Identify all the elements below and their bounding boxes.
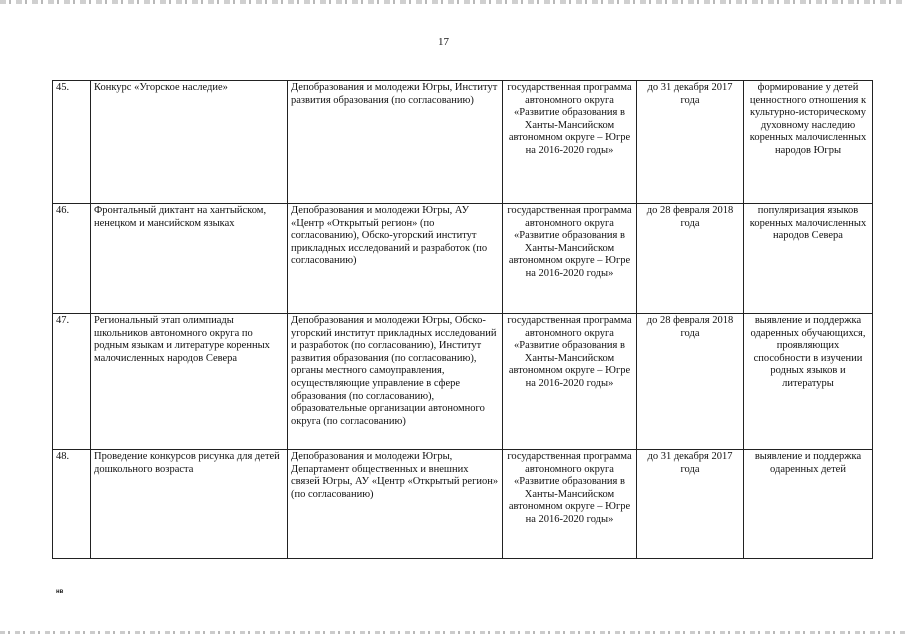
row-number: 48. bbox=[53, 450, 91, 559]
deadline: до 28 февраля 2018 года bbox=[637, 204, 744, 314]
executors: Депобразования и молодежи Югры, Институт развития образования (по согласованию) bbox=[288, 81, 503, 204]
scan-edge-top bbox=[0, 0, 905, 4]
funding-program: государственная программа автономного округа «Развитие образования в Ханты-Мансийском автономном округе – Югре на 2016-2020 годы» bbox=[503, 450, 637, 559]
funding-program: государственная программа автономного округа «Развитие образования в Ханты-Мансийском автономном округе – Югре на 2016-2020 годы» bbox=[503, 81, 637, 204]
events-table bbox=[52, 80, 873, 559]
deadline: до 31 декабря 2017 года bbox=[637, 81, 744, 204]
expected-result: выявление и поддержка одаренных детей bbox=[744, 450, 873, 559]
expected-result: выявление и поддержка одаренных обучающихся, проявляющих способности в изучении родных языков и литературы bbox=[744, 314, 873, 450]
row-number: 46. bbox=[53, 204, 91, 314]
table-row bbox=[53, 204, 873, 314]
expected-result: популяризация языков коренных малочисленных народов Севера bbox=[744, 204, 873, 314]
executors: Депобразования и молодежи Югры, Департамент общественных и внешних связей Югры, АУ «Центр «Открытый регион» (по согласованию) bbox=[288, 450, 503, 559]
table-row bbox=[53, 314, 873, 450]
table-row bbox=[53, 81, 873, 204]
deadline: до 28 февраля 2018 года bbox=[637, 314, 744, 450]
expected-result: формирование у детей ценностного отношения к культурно-историческому духовному наследию коренных малочисленных народов Югры bbox=[744, 81, 873, 204]
table-row bbox=[53, 450, 873, 559]
event-name: Конкурс «Угорское наследие» bbox=[91, 81, 288, 204]
funding-program: государственная программа автономного округа «Развитие образования в Ханты-Мансийском автономном округе – Югре на 2016-2020 годы» bbox=[503, 204, 637, 314]
funding-program: государственная программа автономного округа «Развитие образования в Ханты-Мансийском автономном округе – Югре на 2016-2020 годы» bbox=[503, 314, 637, 450]
deadline: до 31 декабря 2017 года bbox=[637, 450, 744, 559]
event-name: Региональный этап олимпиады школьников автономного округа по родным языкам и литературе коренных малочисленных народов Севера bbox=[91, 314, 288, 450]
executors: Депобразования и молодежи Югры, Обско-угорский институт прикладных исследований и разработок (по согласованию), Институт развития образования (по согласованию), органы местного самоуправления, осуществляющие управление в сфере образования (по согласованию), образовательные организации автономного округа (по согласованию) bbox=[288, 314, 503, 450]
event-name: Проведение конкурсов рисунка для детей дошкольного возраста bbox=[91, 450, 288, 559]
footer-mark: нв bbox=[56, 589, 64, 595]
page-number: 17 bbox=[438, 36, 449, 48]
event-name: Фронтальный диктант на хантыйском, ненецком и мансийском языках bbox=[91, 204, 288, 314]
row-number: 45. bbox=[53, 81, 91, 204]
scan-edge-bottom bbox=[0, 631, 905, 634]
row-number: 47. bbox=[53, 314, 91, 450]
executors: Депобразования и молодежи Югры, АУ «Центр «Открытый регион» (по согласованию), Обско-угорский институт прикладных исследований и разработок (по согласованию) bbox=[288, 204, 503, 314]
